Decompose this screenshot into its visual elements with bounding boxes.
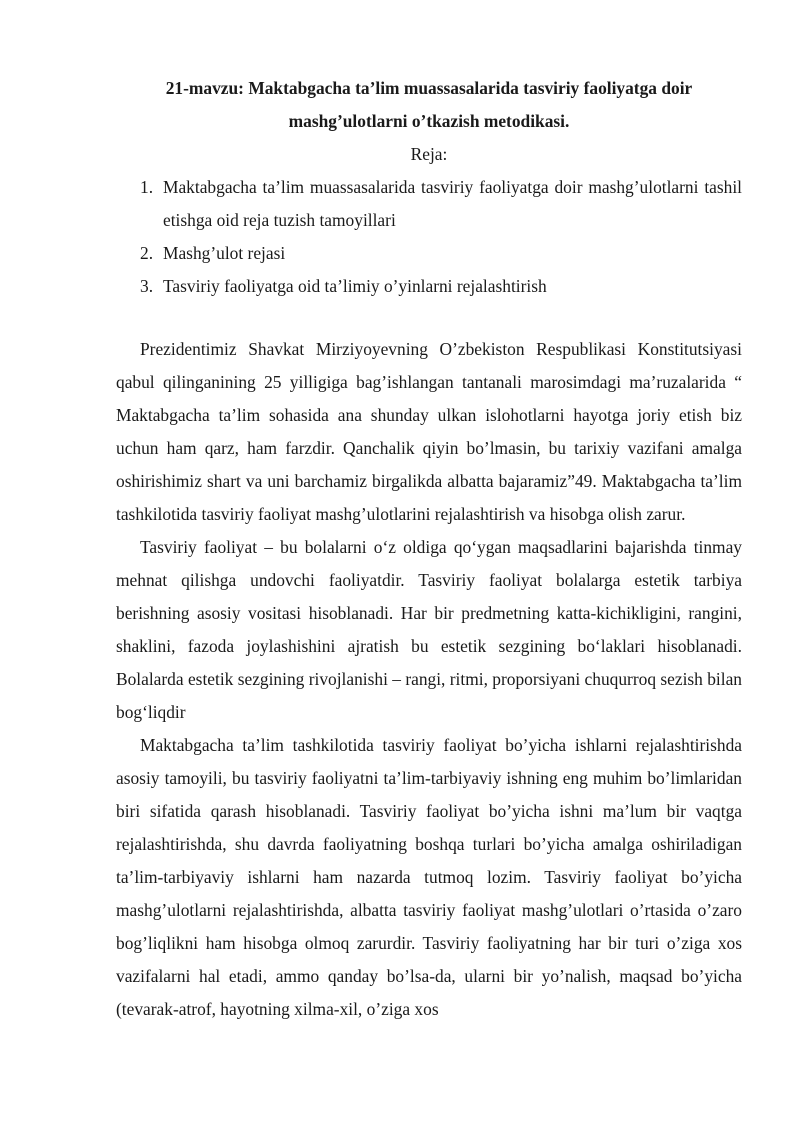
document-page bbox=[116, 72, 742, 1026]
plan-list bbox=[116, 171, 742, 303]
body-paragraph: Tasviriy faoliyat – bu bolalarni o‘z oldiga qo‘ygan maqsadlarini bajarishda tinmay mehnat qilishga undovchi faoliyatdir. Tasviriy faoliyat bolalarga estetik tarbiya berishning asosiy vositasi hisoblanadi. Har bir predmetning katta-kichikligini, rangini, shaklini, fazoda joylashishini ajratish bu estetik sezgining bo‘laklari hisoblanadi. Bolalarda estetik sezgining rivojlanishi – rangi, ritmi, proporsiyani chuqurroq sezish bilan bog‘liqdir bbox=[116, 537, 742, 722]
plan-item-text: Maktabgacha ta’lim muassasalarida tasviriy faoliyatga doir mashg’ulotlarni tashil etishga oid reja tuzish tamoyillari bbox=[163, 177, 742, 230]
document-title-line-2: mashg’ulotlarni o’tkazish metodikasi. bbox=[288, 111, 570, 131]
body-paragraph: Prezidentimiz Shavkat Mirziyoyevning O’zbekiston Respublikasi Konstitutsiyasi qabul qilinganining 25 yilligiga bag’ishlangan tantanali marosimdagi ma’ruzalarida “ Maktabgacha ta’lim sohasida ana shunday ulkan islohotlarni hayotga joriy etish biz uchun ham qarz, ham farzdir. Qanchalik qiyin bo’lmasin, bu tarixiy vazifani amalga oshirishimiz shart va uni barchamiz birgalikda albatta bajaramiz”49. Maktabgacha ta’lim tashkilotida tasviriy faoliyat mashg’ulotlarini rejalashtirish va hisobga olish zarur. bbox=[116, 339, 742, 524]
plan-item-number: 1. bbox=[140, 177, 154, 197]
plan-item bbox=[116, 237, 742, 270]
section-spacer bbox=[116, 303, 742, 333]
plan-item bbox=[116, 270, 742, 303]
body-paragraph: Maktabgacha ta’lim tashkilotida tasviriy faoliyat bo’yicha ishlarni rejalashtirishda asosiy tamoyili, bu tasviriy faoliyatni ta’lim-tarbiyaviy ishning eng muhim bo’limlaridan biri sifatida qarash hisoblanadi. Tasviriy faoliyat bo’yicha ishni ma’lum bir vaqtga rejalashtirishda, shu davrda faoliyatning boshqa turlari bo’yicha amalga oshiriladigan ta’lim-tarbiyaviy ishlarni ham nazarda tutmoq lozim. Tasviriy faoliyat bo’yicha mashg’ulotlarni rejalashtirishda, albatta tasviriy faoliyat mashg’ulotlari o’rtasida o’zaro bog’liqlikni ham hisobga olmoq zarurdir. Tasviriy faoliyatning har bir turi o’ziga xos vazifalarni hal etadi, ammo qanday bo’lsa-da, ularni bir yo’nalish, maqsad bo’yicha (tevarak-atrof, hayotning xilma-xil, o’ziga xos bbox=[116, 735, 742, 1019]
plan-item-number: 3. bbox=[140, 276, 154, 296]
plan-item bbox=[116, 171, 742, 237]
plan-item-text: Tasviriy faoliyatga oid ta’limiy o’yinlarni rejalashtirish bbox=[163, 276, 547, 296]
plan-item-number: 2. bbox=[140, 243, 154, 263]
plan-heading: Reja: bbox=[410, 144, 448, 164]
document-title-line-1: 21-mavzu: Maktabgacha ta’lim muassasalarida tasviriy faoliyatga doir bbox=[165, 78, 693, 98]
plan-item-text: Mashg’ulot rejasi bbox=[163, 243, 286, 263]
